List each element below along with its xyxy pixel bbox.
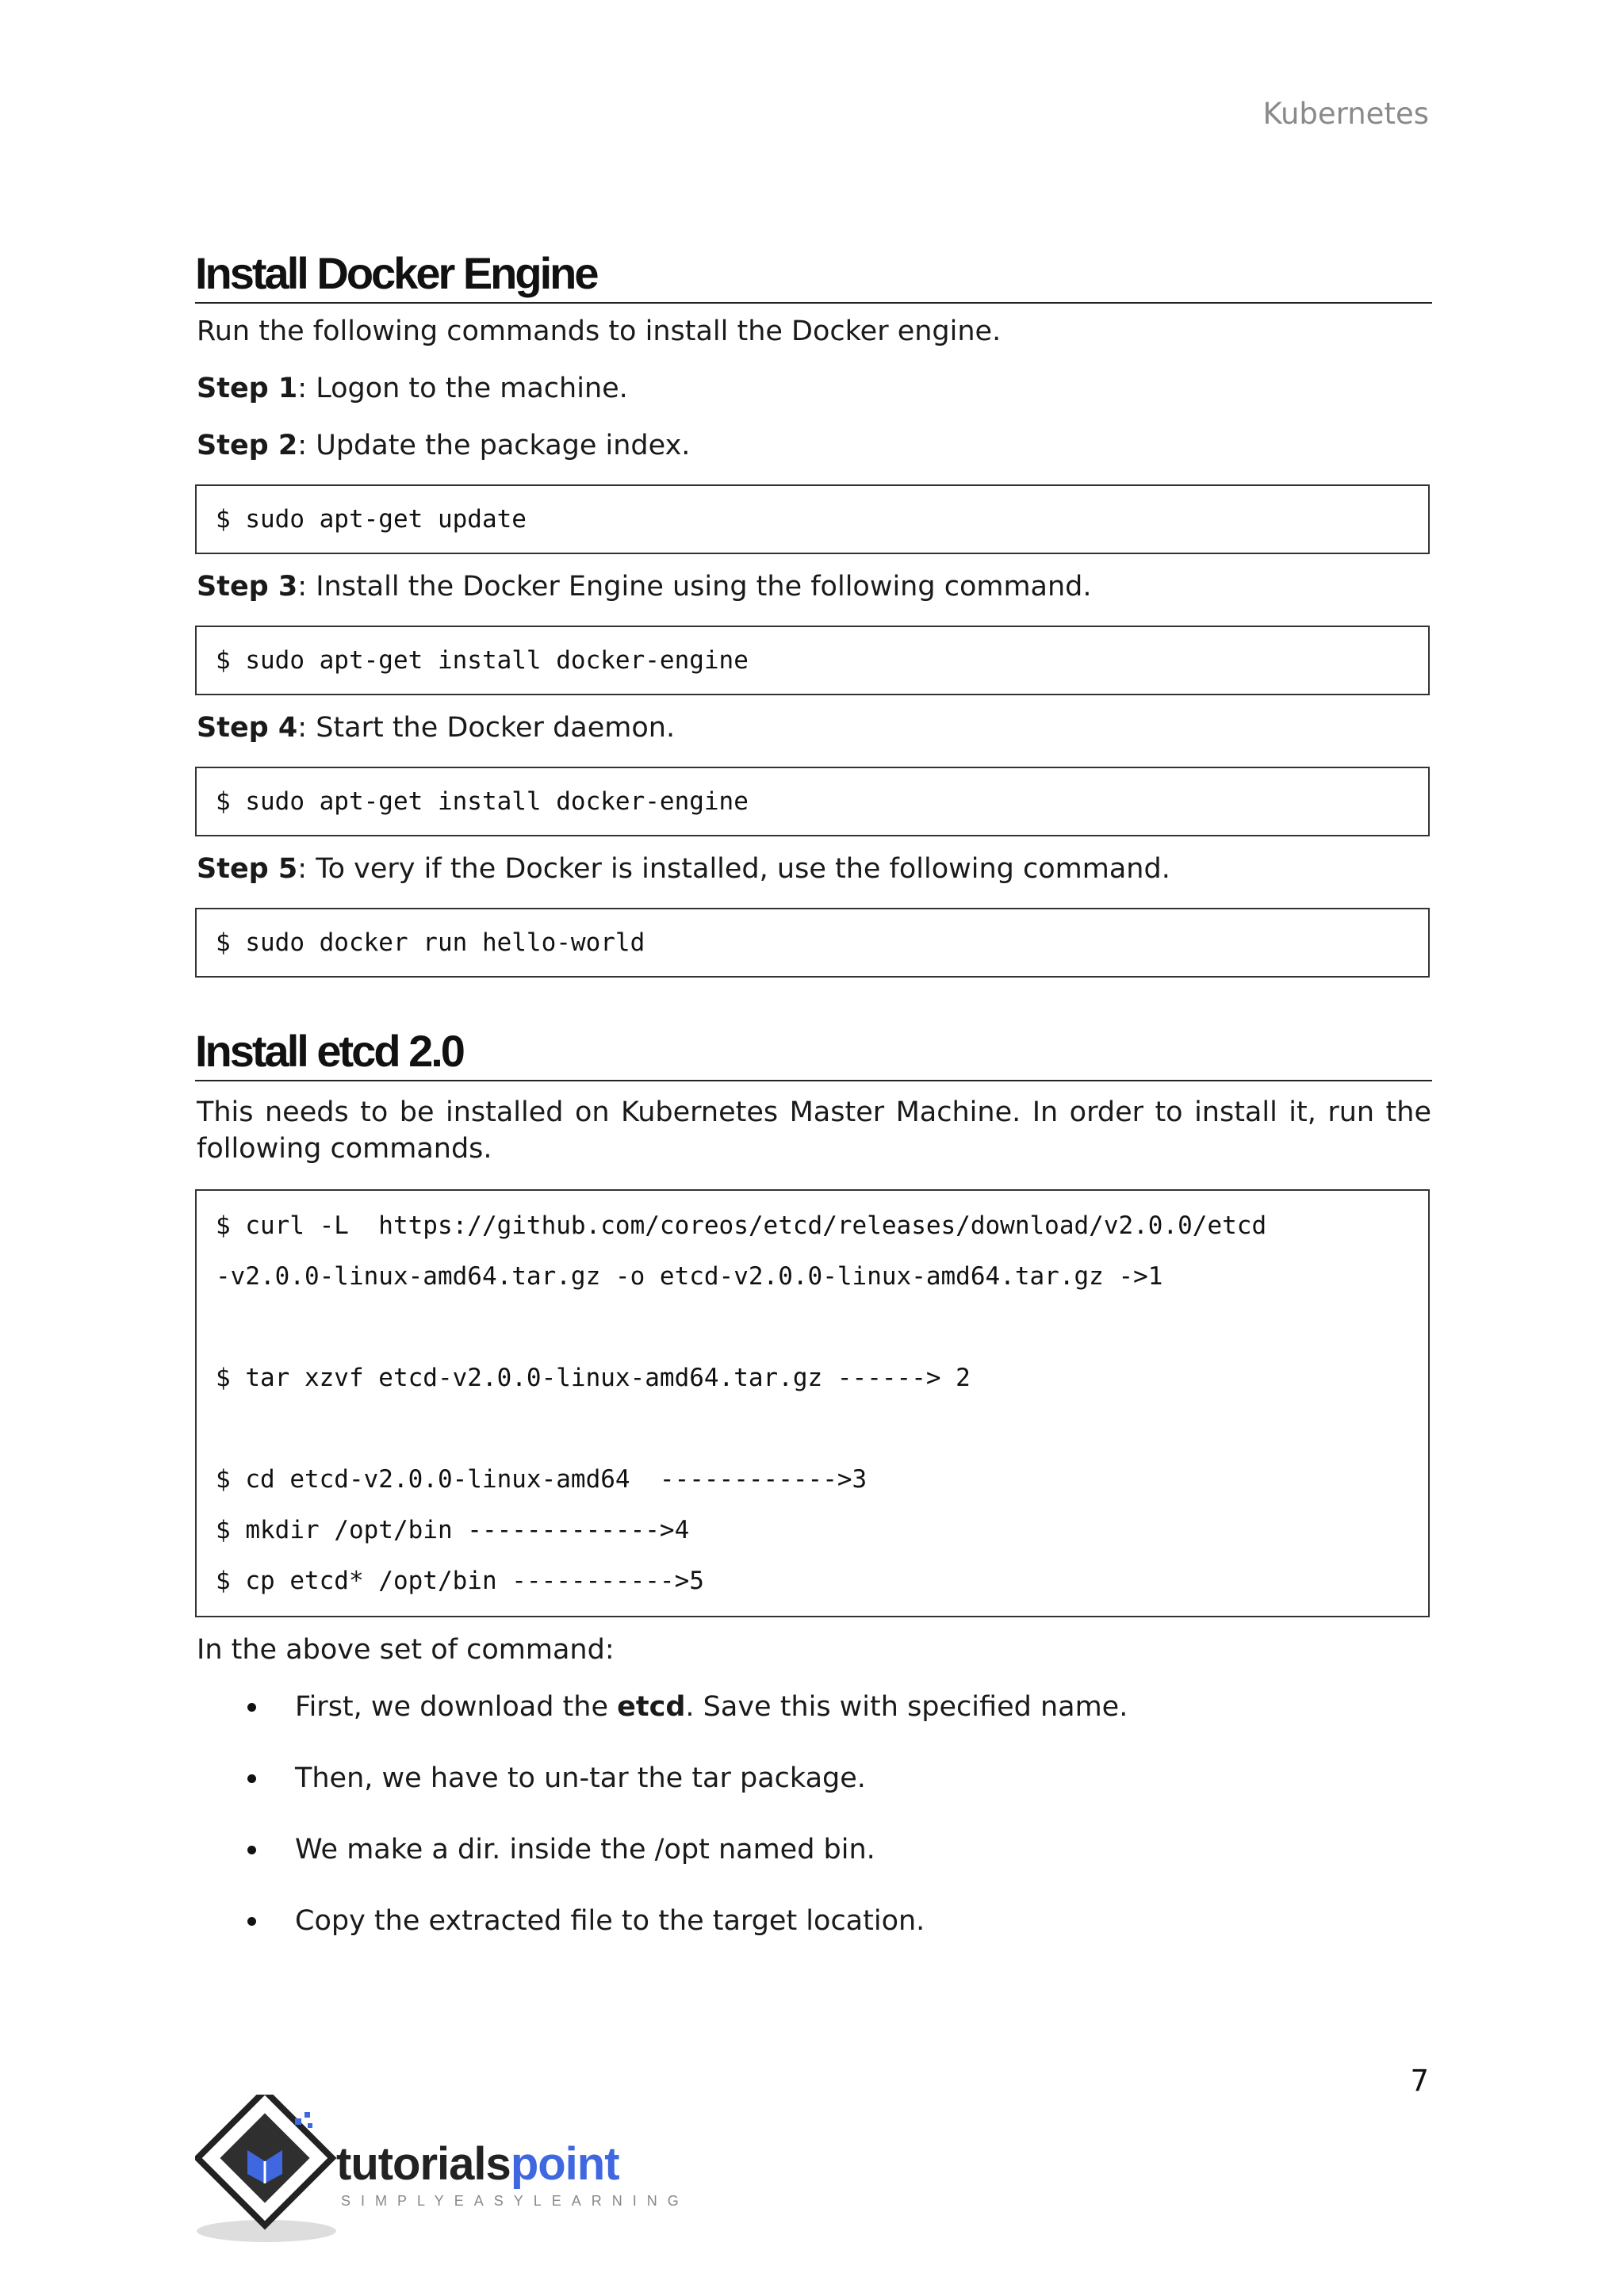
step-label: Step 5	[197, 853, 298, 885]
code-block-start	[195, 767, 1430, 836]
code-line: $ sudo apt-get update	[216, 505, 527, 534]
step-text: : Start the Docker daemon.	[297, 712, 676, 744]
step-1	[197, 370, 1431, 407]
step-2	[197, 427, 1431, 464]
step-4	[197, 710, 1431, 746]
logo-emblem-icon	[195, 2095, 338, 2245]
section-heading-etcd: Install etcd 2.0	[195, 1025, 1432, 1081]
code-line: $ curl -L https://github.com/coreos/etcd/releases/download/v2.0.0/etcd	[216, 1211, 1267, 1240]
logo-wordmark: tutorialspoint	[336, 2138, 619, 2190]
bullet-icon	[247, 1703, 256, 1712]
code-block-update	[195, 484, 1430, 554]
code-line: $ mkdir /opt/bin ------------->4	[216, 1516, 690, 1544]
step-text: : Logon to the machine.	[297, 373, 628, 404]
code-line: $ cd etcd-v2.0.0-linux-amd64 ------------>3	[216, 1465, 868, 1494]
list-item: First, we download the etcd. Save this with specified name.	[197, 1689, 1431, 1725]
code-blank-line	[216, 1403, 1409, 1454]
step-5	[197, 851, 1431, 887]
summary-intro: In the above set of command:	[197, 1634, 615, 1666]
page-content	[197, 0, 1431, 1939]
tutorialspoint-logo	[195, 2095, 689, 2245]
logo-tagline: SIMPLYEASYLEARNING	[341, 2193, 689, 2209]
step-label: Step 2	[197, 430, 298, 461]
code-line: $ sudo apt-get install docker-engine	[216, 787, 749, 816]
step-label: Step 4	[197, 712, 298, 744]
code-line: $ sudo apt-get install docker-engine	[216, 646, 749, 675]
code-block-install	[195, 626, 1430, 695]
code-block-etcd	[195, 1189, 1430, 1617]
bullet-icon	[247, 1846, 256, 1854]
code-line: $ tar xzvf etcd-v2.0.0-linux-amd64.tar.gz ------> 2	[216, 1364, 971, 1392]
list-item: Then, we have to un-tar the tar package.	[197, 1760, 1431, 1797]
step-text: : Update the package index.	[297, 430, 691, 461]
code-line: $ cp etcd* /opt/bin ----------->5	[216, 1567, 704, 1595]
step-3	[197, 568, 1431, 605]
code-line: $ sudo docker run hello-world	[216, 928, 645, 957]
code-blank-line	[216, 1302, 1409, 1353]
step-label: Step 3	[197, 571, 298, 603]
etcd-intro: This needs to be installed on Kubernetes Master Machine. In order to install it, run the following commands.	[197, 1096, 1431, 1165]
code-block-verify	[195, 908, 1430, 978]
docker-intro: Run the following commands to install the Docker engine.	[197, 316, 1002, 347]
running-header: Kubernetes	[1262, 97, 1429, 131]
page-number: 7	[1410, 2064, 1429, 2098]
step-text: : To very if the Docker is installed, use the following command.	[297, 853, 1170, 885]
list-item: Copy the extracted file to the target location.	[197, 1903, 1431, 1939]
bullet-icon	[247, 1917, 256, 1926]
step-label: Step 1	[197, 373, 298, 404]
list-item: We make a dir. inside the /opt named bin.	[197, 1831, 1431, 1868]
bullet-icon	[247, 1774, 256, 1783]
step-text: : Install the Docker Engine using the following command.	[297, 571, 1092, 603]
summary-list	[197, 1689, 1431, 1939]
section-heading-docker: Install Docker Engine	[195, 247, 1432, 304]
code-line: -v2.0.0-linux-amd64.tar.gz -o etcd-v2.0.0-linux-amd64.tar.gz ->1	[216, 1262, 1163, 1291]
